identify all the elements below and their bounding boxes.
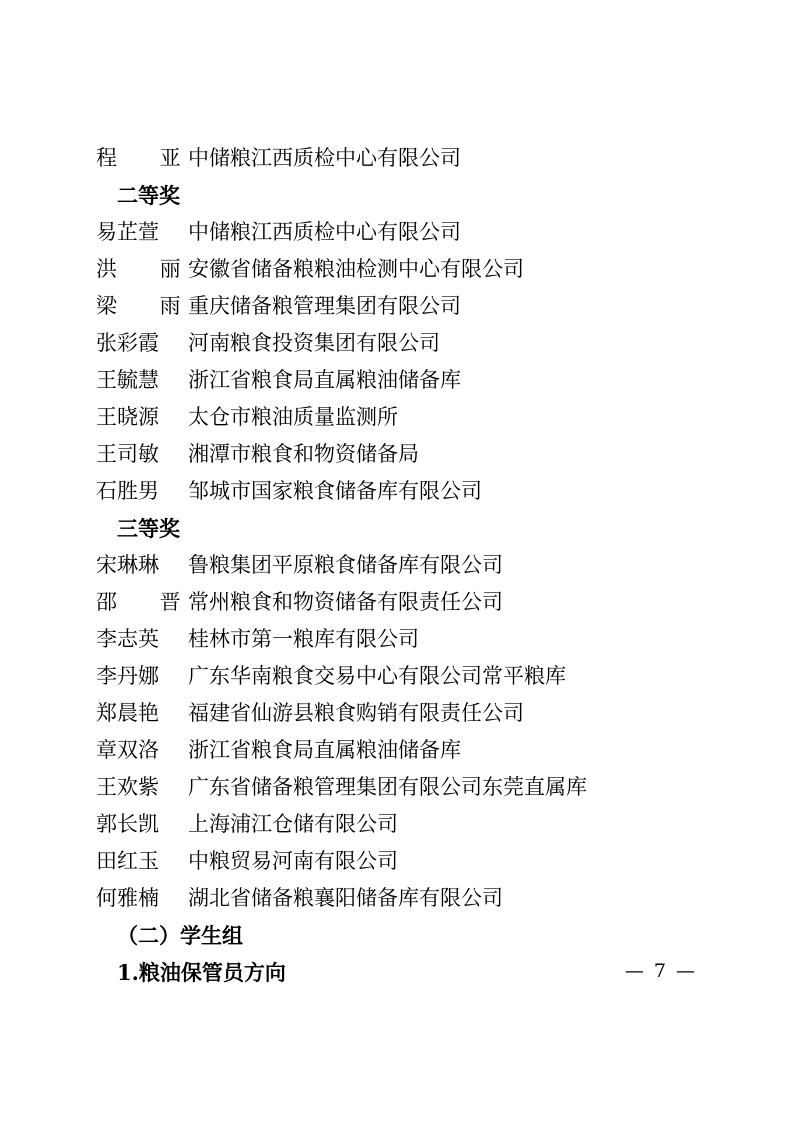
entry-name: 何雅楠 xyxy=(96,886,159,910)
entry-organization: 太仓市粮油质量监测所 xyxy=(188,405,398,429)
award-entry xyxy=(96,695,697,732)
entry-organization: 河南粮食投资集团有限公司 xyxy=(188,331,440,355)
entry-name: 李丹娜 xyxy=(96,664,159,688)
entry-name: 易芷萱 xyxy=(96,220,159,244)
entry-organization: 湖北省储备粮襄阳储备库有限公司 xyxy=(188,886,503,910)
award-entry xyxy=(96,769,697,806)
entry-name: 王毓慧 xyxy=(96,368,159,392)
entry-name: 宋琳琳 xyxy=(96,553,159,577)
award-entry xyxy=(96,584,697,621)
entry-name: 石胜男 xyxy=(96,479,159,503)
award-entry xyxy=(96,325,697,362)
award-entry xyxy=(96,436,697,473)
award-level-heading: 二等奖 xyxy=(117,183,180,208)
section-heading: 1.粮油保管员方向 xyxy=(117,960,286,985)
entry-organization: 重庆储备粮管理集团有限公司 xyxy=(188,294,461,318)
entry-name: 邵 晋 xyxy=(96,590,199,614)
entry-organization: 鲁粮集团平原粮食储备库有限公司 xyxy=(188,553,503,577)
entry-organization: 浙江省粮食局直属粮油储备库 xyxy=(188,738,461,762)
award-entry xyxy=(96,547,697,584)
entry-name: 王司敏 xyxy=(96,442,159,466)
award-entry xyxy=(96,251,697,288)
award-entry xyxy=(96,732,697,769)
entry-name: 李志英 xyxy=(96,627,159,651)
entry-organization: 中储粮江西质检中心有限公司 xyxy=(188,146,461,170)
entry-organization: 上海浦江仓储有限公司 xyxy=(188,812,398,836)
award-entry xyxy=(96,658,697,695)
page-number: — 7 — xyxy=(624,960,697,982)
award-entry xyxy=(96,621,697,658)
entry-organization: 中粮贸易河南有限公司 xyxy=(188,849,398,873)
award-entry xyxy=(96,880,697,917)
entry-organization: 广东华南粮食交易中心有限公司常平粮库 xyxy=(188,664,566,688)
entry-name: 程 亚 xyxy=(96,146,199,170)
document-body xyxy=(96,140,697,991)
award-entry xyxy=(96,399,697,436)
award-entry xyxy=(96,473,697,510)
award-entry xyxy=(96,288,697,325)
award-entry xyxy=(96,362,697,399)
award-entry xyxy=(96,843,697,880)
entry-organization: 桂林市第一粮库有限公司 xyxy=(188,627,419,651)
entry-organization: 福建省仙游县粮食购销有限责任公司 xyxy=(188,701,524,725)
entry-organization: 中储粮江西质检中心有限公司 xyxy=(188,220,461,244)
entry-name: 洪 丽 xyxy=(96,257,199,281)
entry-organization: 广东省储备粮管理集团有限公司东莞直属库 xyxy=(188,775,587,799)
entry-name: 王欢紫 xyxy=(96,775,159,799)
entry-name: 梁 雨 xyxy=(96,294,199,318)
entry-organization: 邹城市国家粮食储备库有限公司 xyxy=(188,479,482,503)
award-entry xyxy=(96,140,697,177)
entry-organization: 常州粮食和物资储备有限责任公司 xyxy=(188,590,503,614)
entry-name: 王晓源 xyxy=(96,405,159,429)
entry-organization: 浙江省粮食局直属粮油储备库 xyxy=(188,368,461,392)
entry-name: 张彩霞 xyxy=(96,331,159,355)
entry-organization: 安徽省储备粮粮油检测中心有限公司 xyxy=(188,257,524,281)
entry-name: 郭长凯 xyxy=(96,812,159,836)
award-entry xyxy=(96,806,697,843)
entry-name: 郑晨艳 xyxy=(96,701,159,725)
section-heading: （二）学生组 xyxy=(117,923,243,948)
entry-organization: 湘潭市粮食和物资储备局 xyxy=(188,442,419,466)
entry-name: 章双洛 xyxy=(96,738,159,762)
award-level-heading: 三等奖 xyxy=(117,516,180,541)
award-entry xyxy=(96,214,697,251)
entry-name: 田红玉 xyxy=(96,849,159,873)
